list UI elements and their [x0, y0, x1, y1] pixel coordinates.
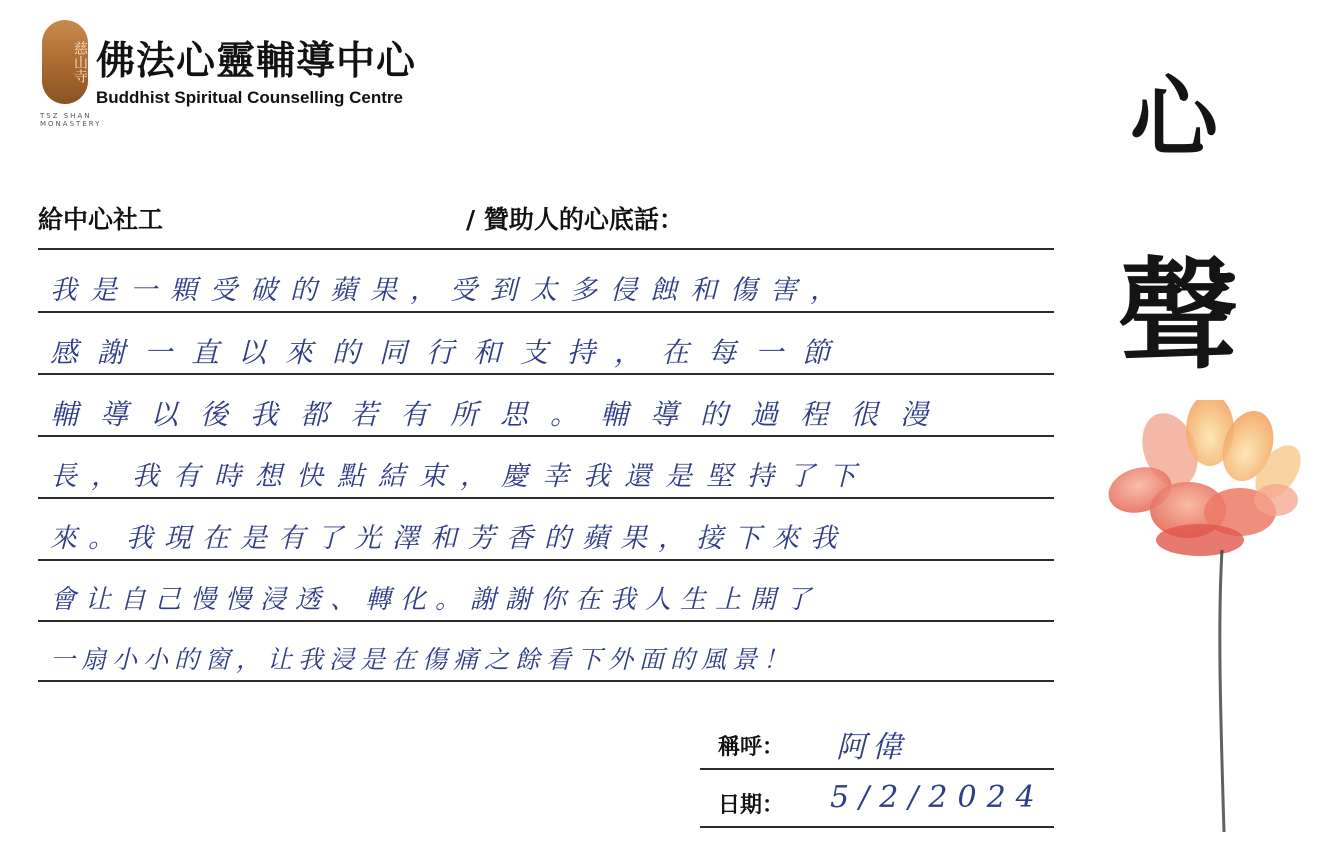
org-name-chinese: 佛法心靈輔導中心	[96, 39, 417, 84]
form-title-sponsor: / 贊助人的心底話：	[466, 205, 684, 234]
seal-text: 慈山寺	[72, 41, 88, 83]
lotus-illustration	[1100, 400, 1310, 840]
message-line: 我是一顆受破的蘋果，受到太多侵蝕和傷害，	[50, 275, 850, 306]
form-title-social-worker: 給中心社工	[38, 205, 164, 234]
org-name-english: Buddhist Spiritual Counselling Centre	[96, 88, 403, 107]
ruled-line	[38, 311, 1054, 313]
lotus-petal	[1156, 524, 1244, 556]
calligraphy-heart: 心	[1130, 65, 1219, 169]
lotus-stem	[1220, 550, 1224, 832]
name-rule	[700, 768, 1054, 770]
lotus-petal	[1254, 484, 1298, 516]
ruled-line	[38, 248, 1054, 250]
date-value: 5/2/2024	[830, 780, 1045, 815]
date-label: 日期：	[718, 793, 785, 818]
message-line: 長，我有時想快點結束，慶幸我還是堅持了下	[50, 461, 870, 492]
ruled-line	[38, 620, 1054, 622]
ruled-line	[38, 373, 1054, 375]
date-rule	[700, 826, 1054, 828]
name-label: 稱呼：	[718, 735, 785, 760]
name-value: 阿偉	[836, 730, 908, 765]
seal-subtext: TSZ SHAN MONASTERY	[40, 112, 102, 128]
monastery-seal-logo	[42, 20, 88, 104]
message-line: 來。我現在是有了光澤和芳香的蘋果，接下來我	[50, 523, 848, 554]
ruled-line	[38, 497, 1054, 499]
message-line: 一扇小小的窗，让我浸是在傷痛之餘看下外面的風景！	[50, 645, 795, 674]
message-line: 輔導以後我都若有所思。輔導的過程很漫	[50, 398, 951, 431]
message-line: 感謝一直以來的同行和支持，在每一節	[50, 336, 850, 369]
ruled-line	[38, 680, 1054, 682]
ruled-line	[38, 435, 1054, 437]
message-line: 會让自己慢慢浸透、轉化。謝謝你在我人生上開了	[50, 585, 821, 615]
calligraphy-voice: 聲	[1118, 245, 1238, 386]
ruled-line	[38, 559, 1054, 561]
